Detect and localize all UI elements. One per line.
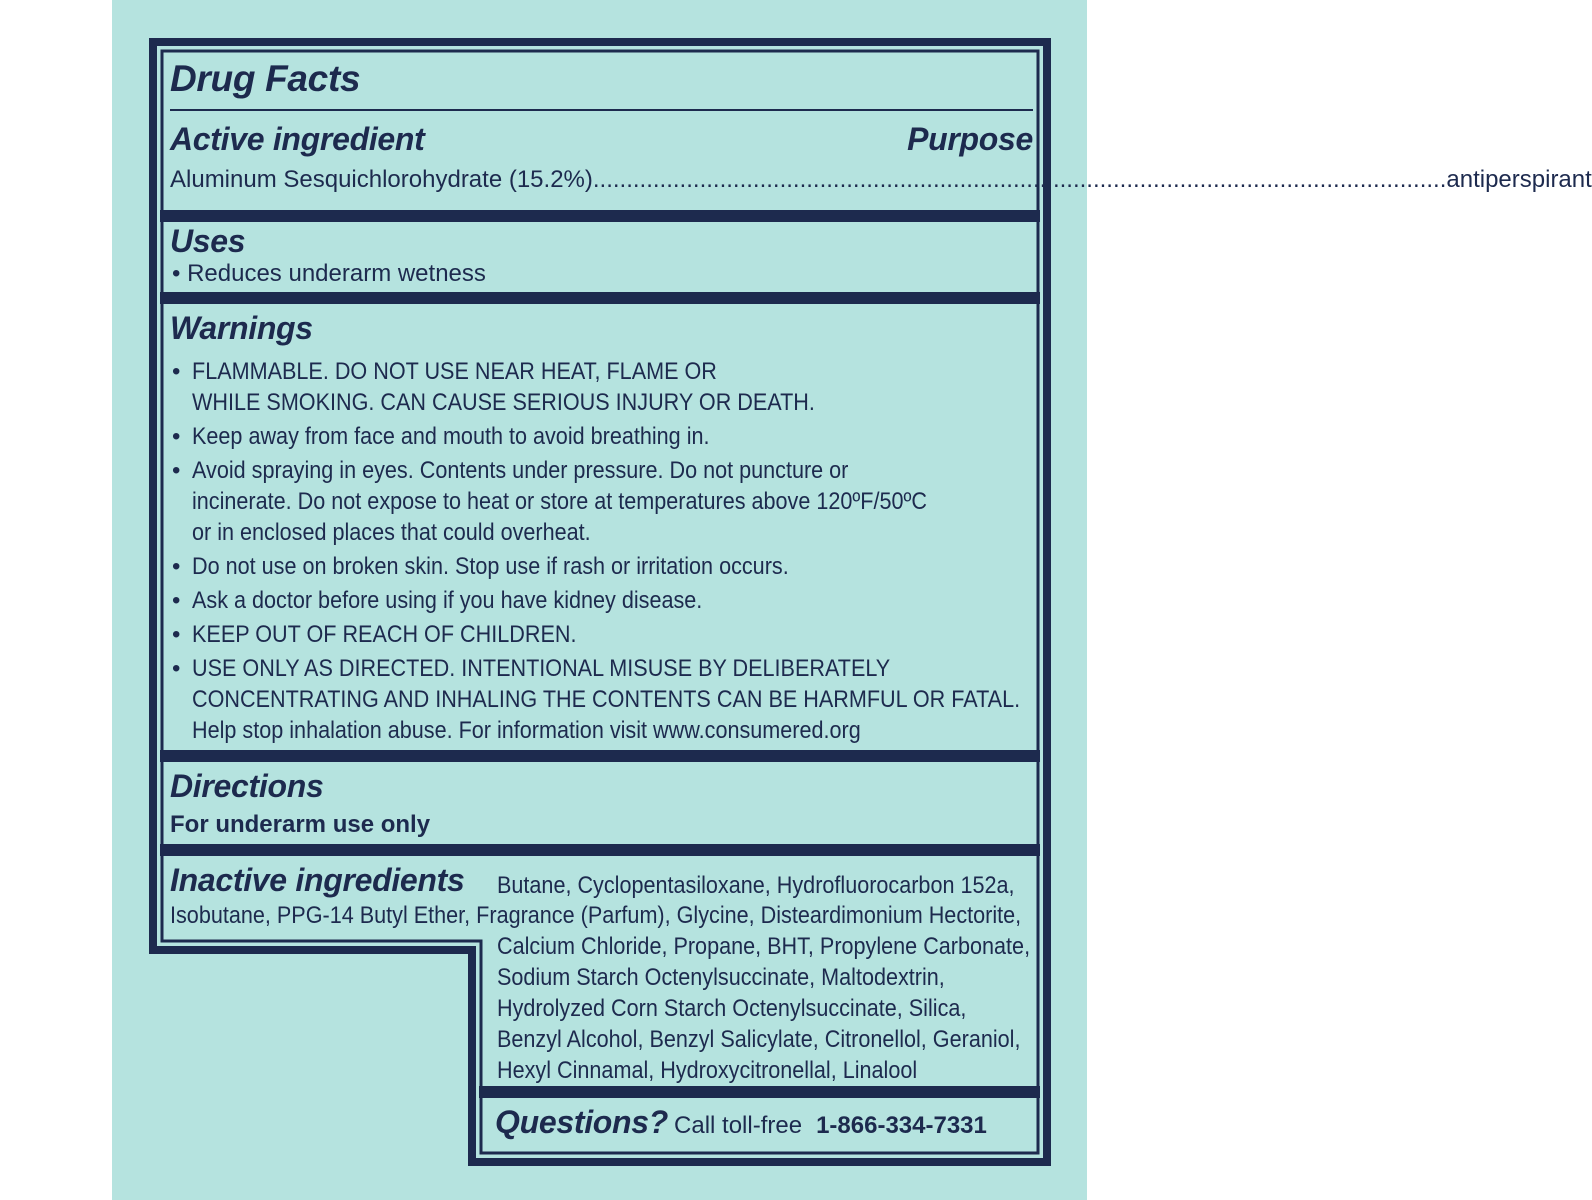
directions-text: For underarm use only bbox=[170, 811, 431, 838]
warning-line: KEEP OUT OF REACH OF CHILDREN. bbox=[192, 621, 577, 648]
active-ingredient-row bbox=[170, 166, 1592, 194]
warning-line: Keep away from face and mouth to avoid breathing in. bbox=[192, 423, 710, 450]
warning-line: FLAMMABLE. DO NOT USE NEAR HEAT, FLAME OR bbox=[192, 358, 717, 385]
inactive-line-2 bbox=[170, 900, 1116, 931]
divider-inactive-questions bbox=[479, 1086, 1040, 1098]
warning-item bbox=[172, 455, 1032, 548]
inactive-line-text: Hexyl Cinnamal, Hydroxycitronellal, Linalool bbox=[497, 1057, 918, 1084]
warning-item bbox=[172, 619, 1032, 650]
divider-directions-inactive bbox=[160, 844, 1040, 856]
warning-item bbox=[172, 421, 1032, 452]
active-ingredient-name: Aluminum Sesquichlorohydrate (15.2%) bbox=[170, 166, 593, 193]
warning-item bbox=[172, 551, 1032, 582]
warning-item bbox=[172, 585, 1032, 616]
divider-warnings-directions bbox=[160, 750, 1040, 762]
inactive-line-text: Hydrolyzed Corn Starch Octenylsuccinate, Silica, bbox=[497, 995, 967, 1022]
directions-heading: Directions bbox=[170, 768, 324, 804]
active-ingredient-purpose: antiperspirant bbox=[1446, 166, 1592, 193]
warning-line: WHILE SMOKING. CAN CAUSE SERIOUS INJURY OR DEATH. bbox=[192, 389, 815, 416]
uses-heading: Uses bbox=[170, 223, 246, 259]
warning-line: Ask a doctor before using if you have kidney disease. bbox=[192, 587, 703, 614]
warning-line: Help stop inhalation abuse. For information visit www.consumered.org bbox=[192, 717, 861, 744]
inactive-line-text: Sodium Starch Octenylsuccinate, Maltodextrin, bbox=[497, 964, 945, 991]
inactive-line-text: Benzyl Alcohol, Benzyl Salicylate, Citronellol, Geraniol, bbox=[497, 1026, 1021, 1053]
warning-item bbox=[172, 356, 1032, 418]
uses-bullet: • bbox=[172, 260, 188, 287]
warning-line: or in enclosed places that could overheat. bbox=[192, 519, 591, 546]
warning-line: CONCENTRATING AND INHALING THE CONTENTS CAN BE HARMFUL OR FATAL. bbox=[192, 686, 1021, 713]
active-ingredient-heading: Active ingredient bbox=[170, 121, 425, 157]
uses-item: Reduces underarm wetness bbox=[187, 260, 486, 287]
warning-line: USE ONLY AS DIRECTED. INTENTIONAL MISUSE BY DELIBERATELY bbox=[192, 655, 891, 682]
divider-active-uses bbox=[160, 210, 1040, 222]
dot-leader: ................................................................................................................................ bbox=[592, 166, 1447, 193]
warning-item bbox=[172, 653, 1032, 746]
inactive-line-1 bbox=[497, 870, 1072, 901]
questions-phone: 1-866-334-7331 bbox=[816, 1112, 987, 1139]
title-rule bbox=[170, 109, 1033, 111]
inactive-line-text: Calcium Chloride, Propane, BHT, Propylene Carbonate, bbox=[497, 933, 1031, 960]
inactive-line-text: Butane, Cyclopentasiloxane, Hydrofluorocarbon 152a, bbox=[497, 872, 1015, 899]
divider-uses-warnings bbox=[160, 292, 1040, 304]
inactive-lines-rest bbox=[497, 931, 1032, 1086]
purpose-heading: Purpose bbox=[907, 121, 1033, 157]
warning-line: incinerate. Do not expose to heat or store at temperatures above 120ºF/50ºC bbox=[192, 488, 928, 515]
warnings-list bbox=[172, 356, 1032, 749]
questions-row bbox=[495, 1104, 987, 1141]
inactive-ingredients-heading: Inactive ingredients bbox=[170, 862, 465, 898]
uses-list bbox=[172, 258, 486, 289]
inactive-line-text: Isobutane, PPG-14 Butyl Ether, Fragrance (Parfum), Glycine, Disteardimonium Hectorite, bbox=[170, 902, 1022, 929]
warning-line: Do not use on broken skin. Stop use if rash or irritation occurs. bbox=[192, 553, 789, 580]
questions-heading: Questions? bbox=[495, 1104, 669, 1140]
warning-line: Avoid spraying in eyes. Contents under pressure. Do not puncture or bbox=[192, 457, 849, 484]
warnings-heading: Warnings bbox=[170, 310, 313, 346]
drug-facts-title: Drug Facts bbox=[170, 58, 361, 99]
questions-text: Call toll-free bbox=[674, 1112, 803, 1139]
